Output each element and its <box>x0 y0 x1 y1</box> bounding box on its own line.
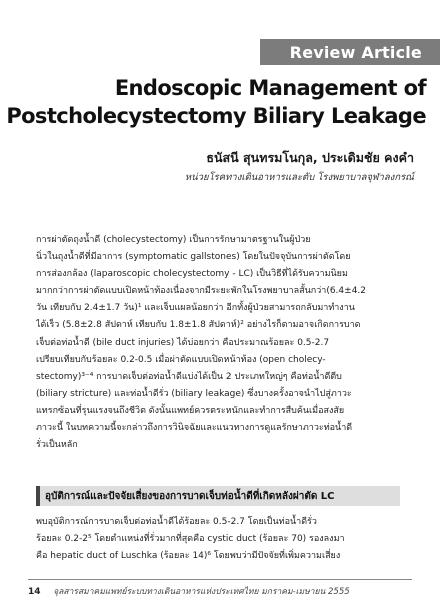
running-footer: จุลสารสมาคมแพทย์ระบบทางเดินอาหารแห่งประเทศไทย มกราคม-เมษายน 2555 <box>53 587 350 597</box>
section-paragraph <box>36 514 398 565</box>
article-type-badge: Review Article <box>260 39 440 65</box>
intro-line: ได้เร็ว (5.8±2.8 สัปดาห์ เทียบกับ 1.8±1.8 สัปดาห์)² อย่างไรก็ตามอาจเกิดการบาด <box>36 320 361 331</box>
intro-paragraph <box>36 232 398 454</box>
intro-line: วัน เทียบกับ 2.4±1.7 วัน)¹ และเจ็บแผลน้อยกว่า อีกทั้งผู้ป่วยสามารถกลับมาทำงาน <box>36 303 355 314</box>
section-line: คือ hepatic duct of Luschka (ร้อยละ 14)⁶ โดยพบว่ามีปัจจัยที่เพิ่มความเสี่ยง <box>36 551 341 562</box>
article-title-line-1: Endoscopic Management of <box>114 76 426 100</box>
intro-line: เปรียบเทียบกับร้อยละ 0.2-0.5 เมื่อผ่าตัดแบบเปิดหน้าท้อง (open cholecy- <box>36 354 326 365</box>
intro-line: (biliary stricture) และท่อน้ำดีรั่ว (biliary leakage) ซึ่งบางครั้งอาจนำไปสู่ภาวะ <box>36 388 352 399</box>
intro-line: เจ็บต่อท่อน้ำดี (bile duct injuries) ได้บ่อยกว่า คือประมาณร้อยละ 0.5-2.7 <box>36 337 330 348</box>
intro-line: รั่วเป็นหลัก <box>36 440 78 451</box>
page-footer <box>28 584 350 598</box>
section-heading-bar <box>36 486 40 506</box>
section-heading <box>36 486 400 506</box>
authors: ธนัสนี สุนทรมโนกุล, ประเดิมชัย คงคำ <box>206 150 414 165</box>
article-title <box>6 74 426 130</box>
article-title-line-2: Postcholecystectomy Biliary Leakage <box>6 104 426 128</box>
page-number: 14 <box>28 587 41 597</box>
intro-line: ภาวะนี้ ในบทความนี้จะกล่าวถึงการวินิจฉัยและแนวทางการดูแลรักษาภาวะท่อน้ำดี <box>36 423 353 434</box>
intro-line: การส่องกล้อง (laparoscopic cholecystectomy - LC) เป็นวิธีที่ได้รับความนิยม <box>36 269 348 280</box>
footer-divider <box>28 579 412 580</box>
intro-line: การผ่าตัดถุงน้ำดี (cholecystectomy) เป็นการรักษามาตรฐานในผู้ป่วย <box>36 235 311 245</box>
section-line: ร้อยละ 0.2-2⁵ โดยตำแหน่งที่รั่วมากที่สุดคือ cystic duct (ร้อยละ 70) รองลงมา <box>36 534 345 545</box>
intro-line: stectomy)³⁻⁴ การบาดเจ็บต่อท่อน้ำดีแบ่งได้เป็น 2 ประเภทใหญ่ๆ คือท่อน้ำดีตีบ <box>36 371 342 382</box>
intro-line: มากกว่าการผ่าตัดแบบเปิดหน้าท้องเนื่องจากมีระยะพักในโรงพยาบาลสั้นกว่า(6.4±4.2 <box>36 286 367 297</box>
intro-line: แทรกซ้อนที่รุนแรงจนถึงชีวิต ดังนั้นแพทย์ควรตระหนักและทำการสืบค้นเมื่อสงสัย <box>36 405 345 416</box>
affiliation: หน่วยโรคทางเดินอาหารและตับ โรงพยาบาลจุฬาลงกรณ์ <box>184 172 414 183</box>
section-line: พบอุบัติการณ์การบาดเจ็บต่อท่อน้ำดีได้ร้อยละ 0.5-2.7 โดยเป็นท่อน้ำดีรั่ว <box>36 517 317 527</box>
intro-line: นิ่วในถุงน้ำดีที่มีอาการ (symptomatic gallstones) โดยในปัจจุบันการผ่าตัดโดย <box>36 252 351 263</box>
section-heading-text: อุบัติการณ์และปัจจัยเสี่ยงของการบาดเจ็บท่อน้ำดีที่เกิดหลังผ่าตัด LC <box>45 490 335 502</box>
